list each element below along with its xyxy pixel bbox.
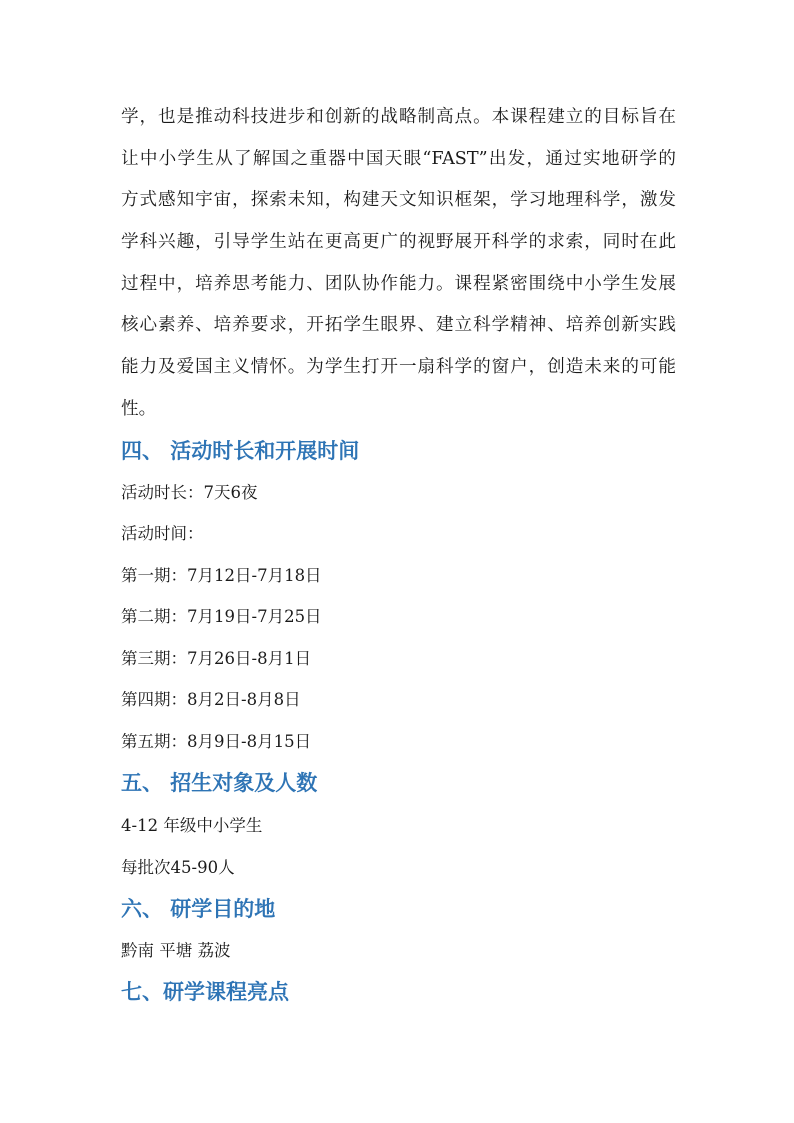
destination: 黔南 平塘 荔波	[121, 941, 231, 960]
paragraph-line: 让中小学生从了解国之重器中国天眼“FAST”出发，通过实地研学的	[121, 148, 676, 169]
period-item: 第二期：7月19日-7月25日	[121, 607, 322, 626]
section-four-heading: 四、 活动时长和开展时间	[121, 439, 360, 463]
paragraph-line: 核心素养、培养要求，开拓学生眼界、建立科学精神、培养创新实践	[121, 315, 676, 336]
batch-size: 每批次45-90人	[121, 858, 235, 877]
paragraph-line: 性。	[121, 398, 157, 419]
enrollment-grades: 4-12 年级中小学生	[121, 816, 263, 835]
activity-duration: 活动时长：7天6夜	[121, 483, 258, 502]
period-item: 第五期：8月9日-8月15日	[121, 732, 312, 751]
intro-paragraph	[121, 97, 676, 431]
period-item: 第四期：8月2日-8月8日	[121, 690, 301, 709]
paragraph-line: 过程中，培养思考能力、团队协作能力。课程紧密围绕中小学生发展	[121, 273, 676, 294]
period-item: 第一期：7月12日-7月18日	[121, 566, 322, 585]
paragraph-line: 学科兴趣，引导学生站在更高更广的视野展开科学的求索，同时在此	[121, 232, 676, 253]
section-six-heading: 六、 研学目的地	[121, 897, 276, 921]
section-five-heading: 五、 招生对象及人数	[121, 771, 318, 795]
activity-schedule-label: 活动时间：	[121, 524, 204, 543]
paragraph-line: 能力及爱国主义情怀。为学生打开一扇科学的窗户，创造未来的可能	[121, 357, 676, 378]
period-item: 第三期：7月26日-8月1日	[121, 649, 312, 668]
section-seven-heading: 七、研学课程亮点	[121, 980, 289, 1004]
paragraph-line: 学，也是推动科技进步和创新的战略制高点。本课程建立的目标旨在	[121, 107, 676, 127]
paragraph-line: 方式感知宇宙，探索未知，构建天文知识框架，学习地理科学，激发	[121, 190, 676, 211]
